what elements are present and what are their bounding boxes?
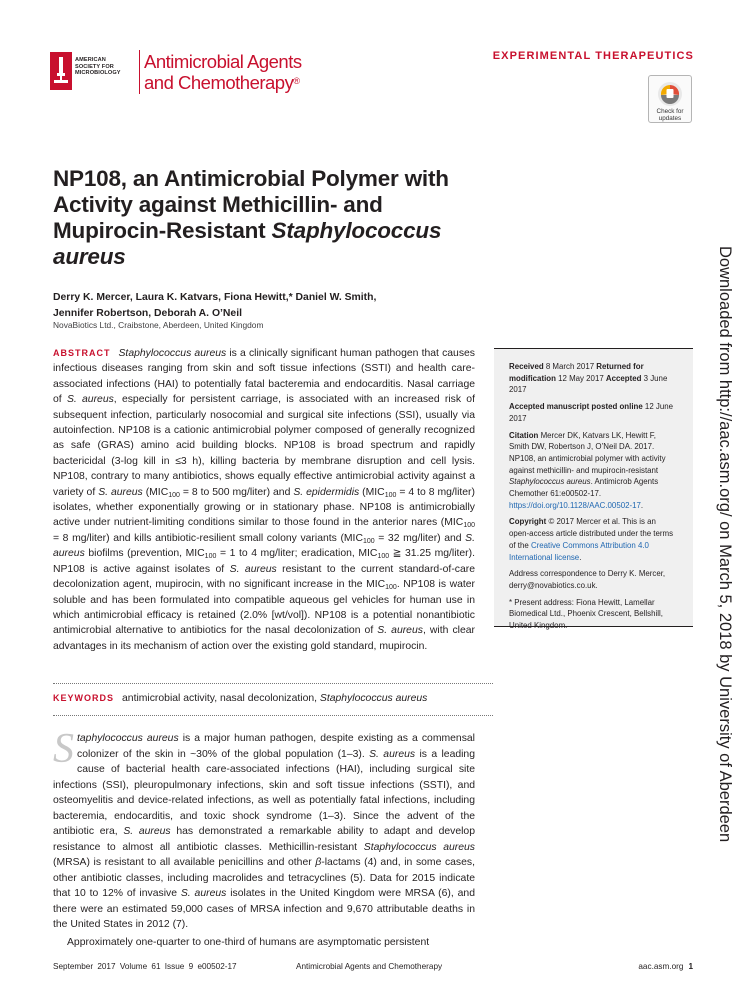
correspondence: Address correspondence to Derry K. Mercer, derry@novabiotics.co.uk. — [509, 569, 666, 590]
footer-right — [638, 962, 693, 971]
citation: Citation Mercer DK, Katvars LK, Hewitt F, Smith DW, Robertson J, O’Neil DA. 2017. NP108, an antimicrobial polymer with activity against methicillin- and mupirocin-resistant Staphylococcus aureus. Antimicrob Agents Chemother 61:e00502-17. https://doi.org/10.1128/AAC.00502-17. — [509, 430, 666, 510]
doi-link[interactable]: https://doi.org/10.1128/AAC.00502-17 — [509, 500, 641, 510]
keywords-rule-bottom — [53, 715, 493, 716]
check-for-updates-button[interactable]: Check for updates — [648, 75, 692, 123]
license-link[interactable]: Creative Commons Attribution 4.0 International license — [509, 540, 649, 562]
header-divider — [139, 50, 140, 94]
body-text — [53, 726, 476, 950]
keywords-rule-top — [53, 683, 493, 684]
website-link[interactable]: aac.asm.org — [638, 962, 684, 971]
paragraph: Staphylococcus aureus is a major human pathogen, despite existing as a commensal colonizer of the skin in ~30% of the global population (1–3). S. aureus is a leading cause of bacterial health care-associated infections (HAI), including surgical site infections (SSI), pleuropulmonary infections, skin and soft tissue infections (SSTI), and osteomyelitis and device-related infections, as well as potentially fatal infections, including bacteremia, endocarditis, and toxic shock syndrome (1–3). Since the advent of the antibiotic era, S. aureus has demonstrated a remarkable ability to adapt and develop resistance to almost all antibiotic classes. Methicillin-resistant Staphylococcus aureus (MRSA) is resistant to all available penicillins and other β-lactams (4) and, in some cases, other antibiotic classes, including macrolides and tetracyclines (5). Data for 2015 indicate that 10 to 12% of invasive S. aureus isolates in the United Kingdom were MRSA (6), and there were an estimated 59,000 cases of MRSA infection and 9,670 attributable deaths in the United States in 2012 (7). — [53, 726, 476, 930]
abstract-label: ABSTRACT — [53, 348, 111, 358]
journal-name: Antimicrobial Agents and Chemotherapy® — [144, 51, 302, 93]
society-name: AMERICAN SOCIETY FOR MICROBIOLOGY — [75, 57, 121, 77]
dates: Received 8 March 2017 Returned for modification 12 May 2017 Accepted 3 June 2017 — [509, 362, 668, 395]
journal-footer: Antimicrobial Agents and Chemotherapy — [296, 962, 443, 971]
crossmark-icon — [657, 81, 683, 107]
drop-cap: S — [53, 726, 74, 772]
keywords: KEYWORDS antimicrobial activity, nasal decolonization, Staphylococcus aureus — [53, 693, 428, 704]
accepted-manuscript: Accepted manuscript posted online 12 June 2017 — [509, 402, 674, 423]
article-title: NP108, an Antimicrobial Polymer with Activity against Methicillin- and Mupirocin-Resistant Staphylococcus aureus — [53, 166, 449, 269]
microscope-logo-icon — [50, 52, 72, 90]
abstract: ABSTRACT Staphylococcus aureus is a clinically significant human pathogen that causes infectious diseases ranging from skin and soft tissue infections (SSTI) and health care-associated infections (HAI) to potentially fatal bacteremia and endocarditis. Nasal carriage of S. aureus, especially for persistent carriage, is associated with an increased risk of subsequent infection, particularly nosocomial and surgical site infections (SSI), usually via autoinfection. NP108 is a cationic antimicrobial polymer composed of generally recognized as safe (GRAS) amino acid building blocks. NP108 is broad spectrum and rapidly bactericidal (3-log kill in ≤3 h), killing bacteria by membrane disruption and cell lysis. NP108, contrary to many antibiotics, shows equally effective antimicrobial activity against a variety of S. aureus ($MIC_{100} = 8$ to 500 mg/liter) and S. epidermidis ($MIC_{100} = 4$ to 8 mg/liter) isolates, whether exponentially growing or in stationary phase. NP108 is antimicrobially active under nutrient-limiting conditions similar to those found in the anterior nares ($MIC_{100} = 8$ mg/liter) and kills antibiotic-resilient small colony variants ($MIC_{100} = 32$ mg/liter) and S. aureus biofilms (prevention, $MIC_{100} = 1$ to 4 mg/liter; eradication, $MIC_{100}$ ≧ 31.25 mg/liter). NP108 is active against isolates of S. aureus resistant to the current standard-of-care decolonization agent, mupirocin, with no significant increase in the $MIC_{100}$. NP108 is water soluble and has been formulated into compatible aqueous gel vehicles for human use in which antimicrobial efficacy is retained (2.0% [wt/vol]). NP108 is a potential nonantibiotic antimicrobial alternative to antibiotics for the nasal decolonization of S. aureus, with clear advantages in its mechanism of action over the existing gold standard, mupirocin. — [53, 348, 475, 652]
author-list: Derry K. Mercer, Laura K. Katvars, Fiona Hewitt,* Daniel W. Smith, Jennifer Robertson, Deborah A. O’Neil — [53, 292, 377, 319]
keywords-label: KEYWORDS — [53, 693, 115, 703]
download-watermark: Downloaded from http://aac.asm.org/ on March 5, 2018 by University of Aberdeen — [716, 246, 734, 843]
article-info-box — [494, 348, 693, 631]
page-number: 1 — [688, 962, 693, 971]
affiliation: NovaBiotics Ltd., Craibstone, Aberdeen, United Kingdom — [53, 320, 264, 330]
section-label: EXPERIMENTAL THERAPEUTICS — [492, 50, 694, 62]
present-address: * Present address: Fiona Hewitt, Lamellar Biomedical Ltd., Phoenix Crescent, Bellshill, United Kingdom. — [509, 597, 663, 631]
paragraph: Approximately one-quarter to one-third of humans are asymptomatic persistent — [67, 936, 430, 948]
copyright: Copyright © 2017 Mercer et al. This is an open-access article distributed under the terms of the Creative Commons Attribution 4.0 International license. — [509, 517, 674, 562]
asm-logo — [50, 52, 136, 92]
issue-info: September 2017 Volume 61 Issue 9 e00502-17 — [53, 962, 237, 971]
